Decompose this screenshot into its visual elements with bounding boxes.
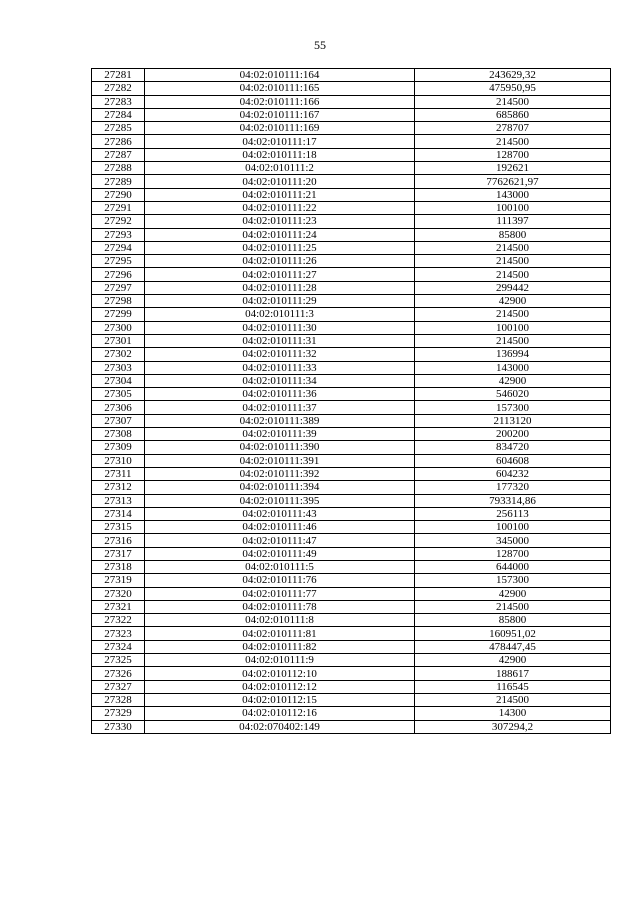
value-cell: 214500	[415, 95, 611, 108]
cadastral-number-cell: 04:02:010111:164	[145, 69, 415, 82]
cadastral-number-cell: 04:02:010111:165	[145, 82, 415, 95]
cadastral-number-cell: 04:02:010111:34	[145, 374, 415, 387]
row-number-cell: 27302	[92, 348, 145, 361]
cadastral-number-cell: 04:02:010112:10	[145, 667, 415, 680]
value-cell: 42900	[415, 587, 611, 600]
value-cell: 177320	[415, 481, 611, 494]
value-cell: 116545	[415, 680, 611, 693]
table-row	[92, 122, 611, 135]
value-cell: 243629,32	[415, 69, 611, 82]
value-cell: 214500	[415, 308, 611, 321]
row-number-cell: 27297	[92, 281, 145, 294]
row-number-cell: 27313	[92, 494, 145, 507]
row-number-cell: 27328	[92, 693, 145, 706]
row-number-cell: 27310	[92, 454, 145, 467]
table-row	[92, 148, 611, 161]
cadastral-number-cell: 04:02:010111:3	[145, 308, 415, 321]
value-cell: 160951,02	[415, 627, 611, 640]
row-number-cell: 27319	[92, 574, 145, 587]
table-row	[92, 454, 611, 467]
cadastral-number-cell: 04:02:010111:9	[145, 654, 415, 667]
cadastral-number-cell: 04:02:010111:394	[145, 481, 415, 494]
row-number-cell: 27304	[92, 374, 145, 387]
row-number-cell: 27289	[92, 175, 145, 188]
table-row	[92, 374, 611, 387]
cadastral-number-cell: 04:02:010111:17	[145, 135, 415, 148]
value-cell: 157300	[415, 574, 611, 587]
cadastral-number-cell: 04:02:010111:390	[145, 441, 415, 454]
cadastral-number-cell: 04:02:010111:43	[145, 507, 415, 520]
row-number-cell: 27314	[92, 507, 145, 520]
value-cell: 2113120	[415, 414, 611, 427]
cadastral-number-cell: 04:02:010111:25	[145, 241, 415, 254]
cadastral-number-cell: 04:02:010111:8	[145, 614, 415, 627]
row-number-cell: 27318	[92, 560, 145, 573]
row-number-cell: 27303	[92, 361, 145, 374]
table-row	[92, 228, 611, 241]
table-row	[92, 414, 611, 427]
value-cell: 214500	[415, 693, 611, 706]
value-cell: 42900	[415, 654, 611, 667]
cadastral-number-cell: 04:02:010111:81	[145, 627, 415, 640]
row-number-cell: 27323	[92, 627, 145, 640]
cadastral-number-cell: 04:02:010111:22	[145, 201, 415, 214]
value-cell: 128700	[415, 148, 611, 161]
row-number-cell: 27325	[92, 654, 145, 667]
table-row	[92, 667, 611, 680]
value-cell: 100100	[415, 521, 611, 534]
value-cell: 546020	[415, 388, 611, 401]
table-row	[92, 334, 611, 347]
cadastral-number-cell: 04:02:010111:33	[145, 361, 415, 374]
row-number-cell: 27317	[92, 547, 145, 560]
cadastral-number-cell: 04:02:010111:23	[145, 215, 415, 228]
table-row	[92, 693, 611, 706]
value-cell: 475950,95	[415, 82, 611, 95]
table-row	[92, 494, 611, 507]
cadastral-number-cell: 04:02:010111:49	[145, 547, 415, 560]
table-row	[92, 82, 611, 95]
table-row	[92, 162, 611, 175]
value-cell: 100100	[415, 201, 611, 214]
row-number-cell: 27292	[92, 215, 145, 228]
cadastral-number-cell: 04:02:010111:77	[145, 587, 415, 600]
table-row	[92, 175, 611, 188]
table-row	[92, 295, 611, 308]
row-number-cell: 27290	[92, 188, 145, 201]
cadastral-number-cell: 04:02:010111:24	[145, 228, 415, 241]
value-cell: 604608	[415, 454, 611, 467]
value-cell: 42900	[415, 295, 611, 308]
cadastral-number-cell: 04:02:010111:5	[145, 560, 415, 573]
row-number-cell: 27326	[92, 667, 145, 680]
row-number-cell: 27285	[92, 122, 145, 135]
value-cell: 214500	[415, 255, 611, 268]
row-number-cell: 27284	[92, 108, 145, 121]
value-cell: 157300	[415, 401, 611, 414]
row-number-cell: 27330	[92, 720, 145, 733]
value-cell: 299442	[415, 281, 611, 294]
cadastral-number-cell: 04:02:010111:30	[145, 321, 415, 334]
value-cell: 128700	[415, 547, 611, 560]
table-row	[92, 481, 611, 494]
cadastral-number-cell: 04:02:010111:78	[145, 600, 415, 613]
value-cell: 85800	[415, 614, 611, 627]
value-cell: 42900	[415, 374, 611, 387]
table-row	[92, 188, 611, 201]
cadastral-number-cell: 04:02:010112:15	[145, 693, 415, 706]
table-row	[92, 467, 611, 480]
cadastral-number-cell: 04:02:010111:29	[145, 295, 415, 308]
value-cell: 214500	[415, 268, 611, 281]
cadastral-number-cell: 04:02:010111:26	[145, 255, 415, 268]
cadastral-number-cell: 04:02:010111:391	[145, 454, 415, 467]
row-number-cell: 27322	[92, 614, 145, 627]
table-row	[92, 507, 611, 520]
row-number-cell: 27281	[92, 69, 145, 82]
table-row	[92, 201, 611, 214]
row-number-cell: 27296	[92, 268, 145, 281]
table-row	[92, 321, 611, 334]
value-cell: 143000	[415, 188, 611, 201]
value-cell: 214500	[415, 334, 611, 347]
value-cell: 111397	[415, 215, 611, 228]
table-row	[92, 600, 611, 613]
row-number-cell: 27294	[92, 241, 145, 254]
table-row	[92, 348, 611, 361]
table-row	[92, 654, 611, 667]
row-number-cell: 27286	[92, 135, 145, 148]
table-row	[92, 255, 611, 268]
row-number-cell: 27291	[92, 201, 145, 214]
table-row	[92, 108, 611, 121]
table-row	[92, 69, 611, 82]
cadastral-number-cell: 04:02:010111:167	[145, 108, 415, 121]
table-row	[92, 707, 611, 720]
cadastral-number-cell: 04:02:010111:169	[145, 122, 415, 135]
row-number-cell: 27283	[92, 95, 145, 108]
row-number-cell: 27287	[92, 148, 145, 161]
value-cell: 214500	[415, 241, 611, 254]
table-row	[92, 547, 611, 560]
table-row	[92, 281, 611, 294]
cadastral-number-cell: 04:02:070402:149	[145, 720, 415, 733]
cadastral-number-cell: 04:02:010111:20	[145, 175, 415, 188]
cadastral-number-cell: 04:02:010111:28	[145, 281, 415, 294]
cadastral-number-cell: 04:02:010111:395	[145, 494, 415, 507]
cadastral-number-cell: 04:02:010112:12	[145, 680, 415, 693]
value-cell: 478447,45	[415, 640, 611, 653]
value-cell: 14300	[415, 707, 611, 720]
row-number-cell: 27298	[92, 295, 145, 308]
cadastral-number-cell: 04:02:010111:21	[145, 188, 415, 201]
cadastral-number-cell: 04:02:010111:37	[145, 401, 415, 414]
cadastral-number-cell: 04:02:010111:32	[145, 348, 415, 361]
value-cell: 7762621,97	[415, 175, 611, 188]
row-number-cell: 27312	[92, 481, 145, 494]
cadastral-value-table	[91, 68, 611, 734]
value-cell: 793314,86	[415, 494, 611, 507]
row-number-cell: 27316	[92, 534, 145, 547]
table-row	[92, 95, 611, 108]
table-row	[92, 574, 611, 587]
table-row	[92, 534, 611, 547]
cadastral-number-cell: 04:02:010111:36	[145, 388, 415, 401]
cadastral-number-cell: 04:02:010111:389	[145, 414, 415, 427]
table-body	[92, 69, 611, 734]
value-cell: 200200	[415, 428, 611, 441]
value-cell: 345000	[415, 534, 611, 547]
cadastral-number-cell: 04:02:010111:392	[145, 467, 415, 480]
table-row	[92, 241, 611, 254]
value-cell: 85800	[415, 228, 611, 241]
row-number-cell: 27327	[92, 680, 145, 693]
value-cell: 188617	[415, 667, 611, 680]
row-number-cell: 27282	[92, 82, 145, 95]
row-number-cell: 27295	[92, 255, 145, 268]
table-row	[92, 640, 611, 653]
value-cell: 100100	[415, 321, 611, 334]
row-number-cell: 27315	[92, 521, 145, 534]
value-cell: 136994	[415, 348, 611, 361]
cadastral-number-cell: 04:02:010111:46	[145, 521, 415, 534]
table-row	[92, 587, 611, 600]
value-cell: 307294,2	[415, 720, 611, 733]
table-row	[92, 627, 611, 640]
row-number-cell: 27305	[92, 388, 145, 401]
cadastral-number-cell: 04:02:010111:31	[145, 334, 415, 347]
cadastral-number-cell: 04:02:010111:27	[145, 268, 415, 281]
cadastral-number-cell: 04:02:010111:166	[145, 95, 415, 108]
value-cell: 192621	[415, 162, 611, 175]
row-number-cell: 27309	[92, 441, 145, 454]
cadastral-number-cell: 04:02:010111:76	[145, 574, 415, 587]
table-row	[92, 308, 611, 321]
table-row	[92, 560, 611, 573]
table-row	[92, 388, 611, 401]
table-row	[92, 361, 611, 374]
row-number-cell: 27324	[92, 640, 145, 653]
value-cell: 604232	[415, 467, 611, 480]
value-cell: 256113	[415, 507, 611, 520]
row-number-cell: 27321	[92, 600, 145, 613]
row-number-cell: 27301	[92, 334, 145, 347]
row-number-cell: 27307	[92, 414, 145, 427]
row-number-cell: 27299	[92, 308, 145, 321]
value-cell: 685860	[415, 108, 611, 121]
table-row	[92, 428, 611, 441]
page-number: 55	[314, 38, 326, 52]
cadastral-number-cell: 04:02:010111:82	[145, 640, 415, 653]
row-number-cell: 27320	[92, 587, 145, 600]
cadastral-number-cell: 04:02:010111:2	[145, 162, 415, 175]
row-number-cell: 27329	[92, 707, 145, 720]
row-number-cell: 27311	[92, 467, 145, 480]
value-cell: 214500	[415, 600, 611, 613]
table-row	[92, 720, 611, 733]
table-row	[92, 521, 611, 534]
cadastral-number-cell: 04:02:010111:47	[145, 534, 415, 547]
table-row	[92, 441, 611, 454]
table-row	[92, 215, 611, 228]
table-row	[92, 268, 611, 281]
cadastral-number-cell: 04:02:010112:16	[145, 707, 415, 720]
value-cell: 644000	[415, 560, 611, 573]
row-number-cell: 27300	[92, 321, 145, 334]
row-number-cell: 27293	[92, 228, 145, 241]
table-row	[92, 680, 611, 693]
value-cell: 143000	[415, 361, 611, 374]
value-cell: 278707	[415, 122, 611, 135]
table-row	[92, 401, 611, 414]
cadastral-number-cell: 04:02:010111:39	[145, 428, 415, 441]
row-number-cell: 27288	[92, 162, 145, 175]
row-number-cell: 27306	[92, 401, 145, 414]
row-number-cell: 27308	[92, 428, 145, 441]
table-row	[92, 614, 611, 627]
cadastral-number-cell: 04:02:010111:18	[145, 148, 415, 161]
value-cell: 834720	[415, 441, 611, 454]
value-cell: 214500	[415, 135, 611, 148]
table-row	[92, 135, 611, 148]
